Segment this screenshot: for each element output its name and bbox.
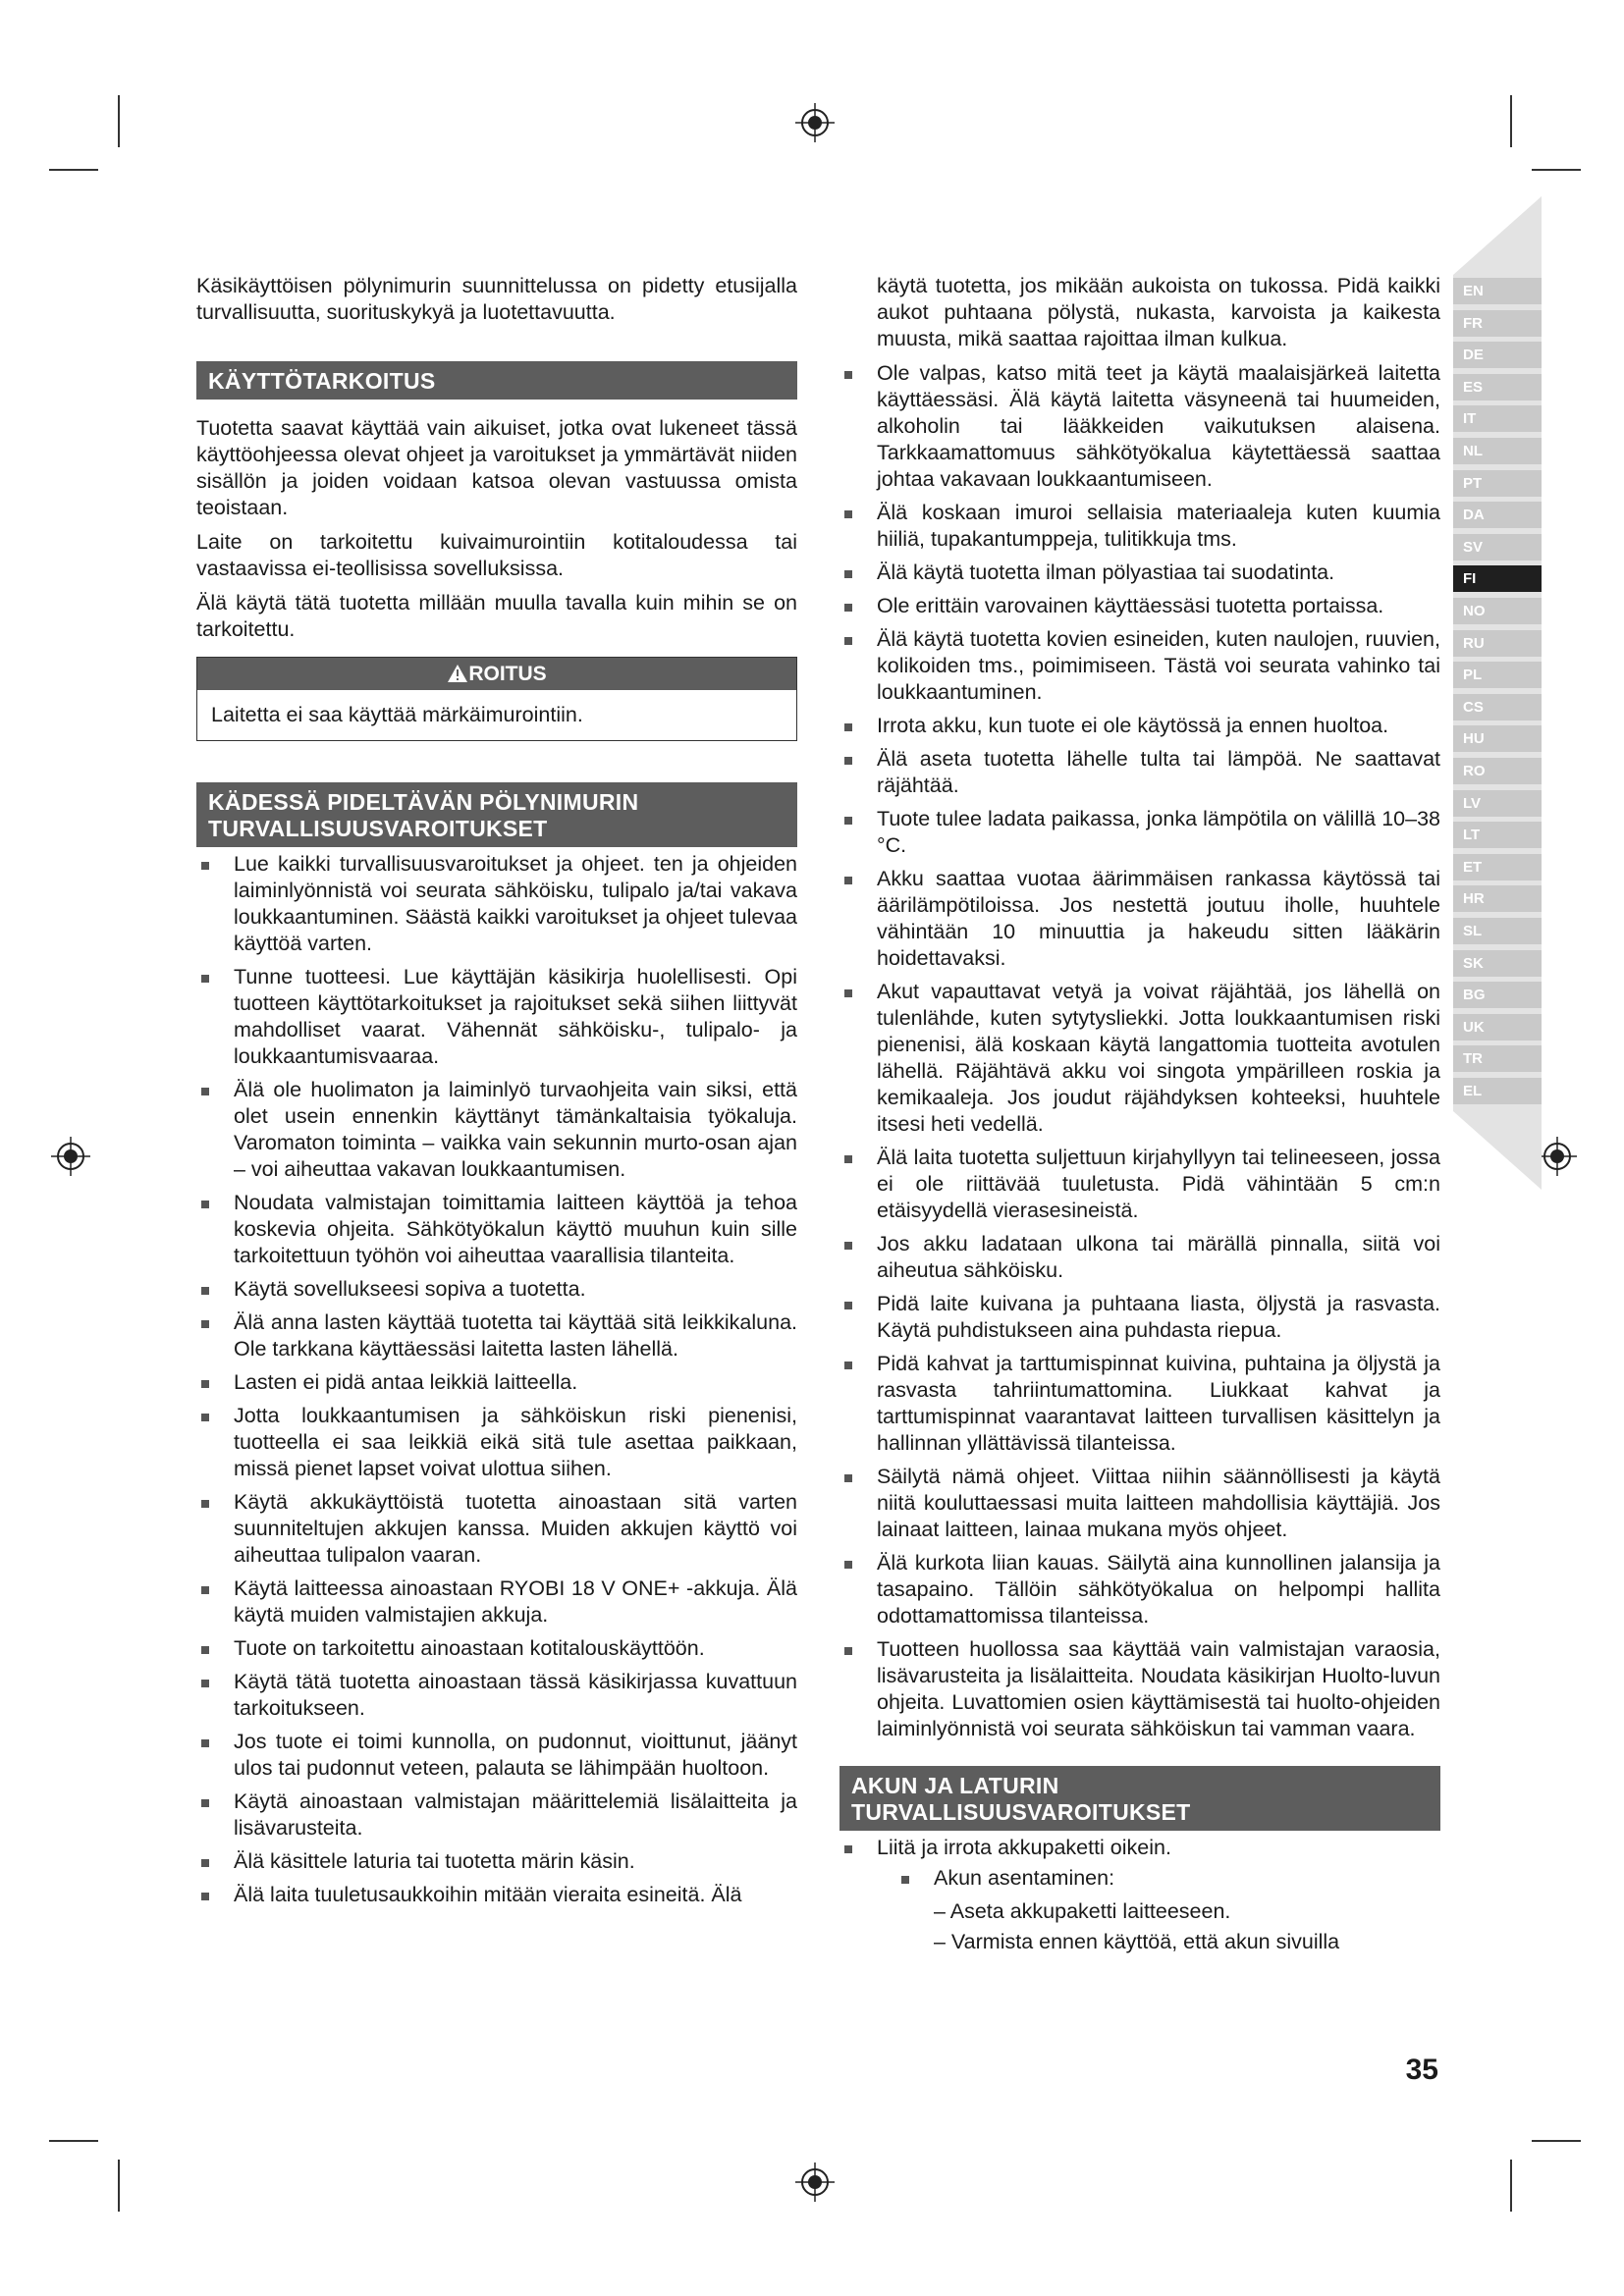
safety-list-continued: [839, 360, 1440, 1742]
page-number: 35: [1405, 2054, 1438, 2086]
language-tab-sl[interactable]: SL: [1453, 918, 1542, 944]
heading-line: AKUN JA LATURIN: [851, 1773, 1059, 1798]
list-item: Tuote on tarkoitettu ainoastaan kotitalouskäyttöön.: [196, 1635, 797, 1662]
language-tab-da[interactable]: DA: [1453, 502, 1542, 528]
heading-line: TURVALLISUUSVAROITUKSET: [208, 816, 548, 841]
list-item: Ole erittäin varovainen käyttäessäsi tuotetta portaissa.: [839, 593, 1440, 619]
language-tab-it[interactable]: IT: [1453, 405, 1542, 432]
language-tab-fr[interactable]: FR: [1453, 310, 1542, 337]
list-item: Älä käsittele laturia tai tuotetta märin käsin.: [196, 1848, 797, 1875]
warning-header: [197, 658, 796, 690]
crop-mark: [1510, 2160, 1512, 2212]
list-item: Älä laita tuuletusaukkoihin mitään vieraita esineitä. Älä: [196, 1882, 797, 1908]
list-item: Älä aseta tuotetta lähelle tulta tai lämpöä. Ne saattavat räjähtää.: [839, 746, 1440, 799]
crop-mark: [1532, 169, 1581, 171]
registration-mark-icon: [795, 103, 835, 142]
crop-mark: [49, 2140, 98, 2142]
list-item: Pidä kahvat ja tarttumispinnat kuivina, puhtaina ja öljystä ja rasvasta tahriintumattomina. Liukkaat kahvat ja tarttumispinnat vaarantavat laitteen turvallisen käsittelyn ja hallinnan yllättävissä tilanteissa.: [839, 1351, 1440, 1457]
safety-list: [196, 851, 797, 1908]
language-tab-de[interactable]: DE: [1453, 342, 1542, 368]
section-heading-battery-safety: [839, 1766, 1440, 1831]
heading-line: TURVALLISUUSVAROITUKSET: [851, 1799, 1191, 1825]
list-item: Jotta loukkaantumisen ja sähköiskun riski pienenisi, tuotteella ei saa leikkiä eikä sitä tule asettaa paikkaan, missä pienet lapset voivat ulottua siihen.: [196, 1403, 797, 1482]
battery-list: [839, 1835, 1440, 1955]
list-item: Ole valpas, katso mitä teet ja käytä maalaisjärkeä laitetta käyttäessäsi. Älä käytä laitetta väsyneenä tai huumeiden, alkoholin tai lääkkeiden vaikutuksen alaisena. Tarkkaamattomuus sähkötyökalua käytettäessä saattaa johtaa vakavaan loukkaantumiseen.: [839, 360, 1440, 493]
registration-mark-icon: [51, 1137, 90, 1176]
list-item: Käytä ainoastaan valmistajan määrittelemiä lisälaitteita ja lisävarusteita.: [196, 1789, 797, 1842]
list-item: Irrota akku, kun tuote ei ole käytössä ja ennen huoltoa.: [839, 713, 1440, 739]
list-item: Säilytä nämä ohjeet. Viittaa niihin säännöllisesti ja käytä niitä kouluttaessasi muita laitteen mahdollisia käyttäjiä. Jos lainaat laitteen, lainaa mukana myös ohjeet.: [839, 1464, 1440, 1543]
language-tab-hu[interactable]: HU: [1453, 725, 1542, 752]
language-tab-fi[interactable]: FI: [1453, 565, 1542, 592]
crop-mark: [1532, 2140, 1581, 2142]
list-item: Akku saattaa vuotaa äärimmäisen rankassa käytössä tai äärilämpötiloissa. Jos nestettä joutuu iholle, huuhtele vähintään 10 minuuttia ja hakeudu sitten lääkärin hoidettavaksi.: [839, 866, 1440, 972]
language-tab-el[interactable]: EL: [1453, 1078, 1542, 1104]
language-tab-pl[interactable]: PL: [1453, 662, 1542, 688]
list-item-text: Liitä ja irrota akkupaketti oikein.: [877, 1836, 1171, 1859]
language-tab-tr[interactable]: TR: [1453, 1045, 1542, 1072]
list-item: Älä koskaan imuroi sellaisia materiaaleja kuten kuumia hiiliä, tupakantumppeja, tulitikkuja tms.: [839, 500, 1440, 553]
language-tab-en[interactable]: EN: [1453, 278, 1542, 304]
list-item: Lue kaikki turvallisuusvaroitukset ja ohjeet. ten ja ohjeiden laiminlyönnistä voi seurata sähköisku, tulipalo ja/tai vakava loukkaantuminen. Säästä kaikki varoitukset ja ohjeet tulevaa käyttöä varten.: [196, 851, 797, 957]
left-column: [196, 273, 797, 1915]
language-tab-lv[interactable]: LV: [1453, 790, 1542, 817]
list-item: Noudata valmistajan toimittamia laitteen käyttöä ja tehoa koskevia ohjeita. Sähkötyökalun käyttö muuhun kuin sille tarkoitettuun työhön voi aiheuttaa vaarallisia tilanteita.: [196, 1190, 797, 1269]
right-column: [839, 273, 1440, 1962]
language-tab-es[interactable]: ES: [1453, 374, 1542, 400]
language-tabs: [1453, 196, 1542, 1190]
language-tab-uk[interactable]: UK: [1453, 1014, 1542, 1041]
dash-item: – Aseta akkupaketti laitteeseen.: [934, 1899, 1231, 1923]
list-item: Käytä sovellukseesi sopiva a tuotetta.: [196, 1276, 797, 1303]
language-tab-pt[interactable]: PT: [1453, 470, 1542, 497]
paragraph: Laite on tarkoitettu kuivaimurointiin kotitaloudessa tai vastaavissa ei-teollisissa sovelluksissa.: [196, 530, 797, 580]
list-item: Pidä laite kuivana ja puhtaana liasta, öljystä ja rasvasta. Käytä puhdistukseen aina puhdasta riepua.: [839, 1291, 1440, 1344]
list-item: Älä käytä tuotetta ilman pölyastiaa tai suodatinta.: [839, 560, 1440, 586]
list-item: Jos tuote ei toimi kunnolla, on pudonnut, vioittunut, jäänyt ulos tai pudonnut veteen, palauta se lähimpään huoltoon.: [196, 1729, 797, 1782]
language-tab-nl[interactable]: NL: [1453, 438, 1542, 464]
warning-box: [196, 657, 797, 741]
section-heading-vacuum-safety: [196, 782, 797, 847]
language-tab-bg[interactable]: BG: [1453, 982, 1542, 1008]
language-tab-sv[interactable]: SV: [1453, 534, 1542, 561]
registration-mark-icon: [795, 2163, 835, 2202]
dash-item: – Varmista ennen käyttöä, että akun sivuilla: [934, 1930, 1340, 1953]
list-item: Tuotteen huollossa saa käyttää vain valmistajan varaosia, lisävarusteita ja lisälaitteita. Noudata käsikirjan Huolto-luvun ohjeita. Luvattomien osien käyttämisestä tai huolto-ohjeiden laiminlyönnistä voi seurata sähköiskun tai vamman vaara.: [839, 1636, 1440, 1742]
registration-mark-icon: [1538, 1137, 1577, 1176]
language-tab-et[interactable]: ET: [1453, 854, 1542, 881]
warning-triangle-icon: [447, 664, 468, 683]
crop-mark: [1510, 95, 1512, 147]
list-item: Akut vapauttavat vetyä ja voivat räjähtää, jos lähellä on tulenlähde, kuten sytytysliekki. Jotta loukkaantumisen riski pienenisi, älä koskaan käytä langattomia tuotteita avotulen lähellä. Räjähtävä akku voi singota ympärilleen roskia ja kemikaaleja. Jos joudut räjähdyksen kohteeksi, huuhtele itsesi heti vedellä.: [839, 979, 1440, 1138]
language-tab-sk[interactable]: SK: [1453, 950, 1542, 977]
language-tab-ro[interactable]: RO: [1453, 758, 1542, 784]
list-item: [839, 1835, 1440, 1955]
language-tab-cs[interactable]: CS: [1453, 694, 1542, 721]
warning-title: ROITUS: [468, 663, 547, 685]
warning-text: Laitetta ei saa käyttää märkäimurointiin.: [211, 703, 583, 726]
language-tab-no[interactable]: NO: [1453, 598, 1542, 624]
list-item: Tuote tulee ladata paikassa, jonka lämpötila on välillä 10–38 °C.: [839, 806, 1440, 859]
intro-text: Käsikäyttöisen pölynimurin suunnittelussa on pidetty etusijalla turvallisuutta, suorituskykyä ja luotettavuutta.: [196, 274, 797, 324]
heading-line: KÄDESSÄ PIDELTÄVÄN PÖLYNIMURIN: [208, 789, 639, 815]
continued-text: käytä tuotetta, jos mikään aukoista on tukossa. Pidä kaikki aukot puhtaana pölystä, nukasta, karvoista ja kaikesta muusta, mikä saattaa rajoittaa ilman kulkua.: [877, 274, 1440, 350]
list-item: Älä käytä tuotetta kovien esineiden, kuten naulojen, ruuvien, kolikoiden tms., poimimiseen. Tästä voi seurata vahinko tai loukkaantuminen.: [839, 626, 1440, 706]
list-item: Älä anna lasten käyttää tuotetta tai käyttää sitä leikkikaluna. Ole tarkkana käyttäessäsi laitetta lasten lähellä.: [196, 1309, 797, 1362]
list-item: Lasten ei pidä antaa leikkiä laitteella.: [196, 1369, 797, 1396]
sub-list-item: Akun asentaminen:: [896, 1865, 1440, 1892]
list-item: Älä laita tuotetta suljettuun kirjahyllyyn tai telineeseen, jossa ei ole riittävää tuuletusta. Pidä vähintään 5 cm:n etäisyydellä vierasesineistä.: [839, 1145, 1440, 1224]
crop-mark: [49, 169, 98, 171]
section-heading-intended-use: KÄYTTÖTARKOITUS: [196, 361, 797, 400]
sub-list: [877, 1865, 1440, 1892]
paragraph: Tuotetta saavat käyttää vain aikuiset, jotka ovat lukeneet tässä käyttöohjeessa olevat ohjeet ja varoitukset ja ymmärtävät niiden sisällön ja joiden voidaan katsoa olevan vastuussa omista teoistaan.: [196, 416, 797, 519]
crop-mark: [118, 2160, 120, 2212]
list-item: Käytä laitteessa ainoastaan RYOBI 18 V ONE+ -akkuja. Älä käytä muiden valmistajien akkuja.: [196, 1575, 797, 1629]
paragraph: Älä käytä tätä tuotetta millään muulla tavalla kuin mihin se on tarkoitettu.: [196, 591, 797, 641]
list-item: Jos akku ladataan ulkona tai märällä pinnalla, siitä voi aiheutua sähköisku.: [839, 1231, 1440, 1284]
list-item: Älä kurkota liian kauas. Säilytä aina kunnollinen jalansija ja tasapaino. Tällöin sähkötyökalua on helpompi hallita odottamattomissa tilanteissa.: [839, 1550, 1440, 1629]
list-item: Käytä akkukäyttöistä tuotetta ainoastaan sitä varten suunniteltujen akkujen kanssa. Muiden akkujen käyttö voi aiheuttaa tulipalon vaaran.: [196, 1489, 797, 1569]
language-tab-lt[interactable]: LT: [1453, 822, 1542, 848]
list-item: Tunne tuotteesi. Lue käyttäjän käsikirja huolellisesti. Opi tuotteen käyttötarkoitukset ja rajoitukset sekä siihen liittyvät mahdolliset vaarat. Vähennät sähköisku-, tulipalo- ja loukkaantumisvaaraa.: [196, 964, 797, 1070]
language-tab-ru[interactable]: RU: [1453, 630, 1542, 657]
list-item: Älä ole huolimaton ja laiminlyö turvaohjeita vain siksi, että olet usein ennenkin käyttänyt tämänkaltaisia työkaluja. Varomaton toiminta – vaikka vain sekunnin murto-osan ajan – voi aiheuttaa vakavan loukkaantumisen.: [196, 1077, 797, 1183]
list-item: Käytä tätä tuotetta ainoastaan tässä käsikirjassa kuvattuun tarkoitukseen.: [196, 1669, 797, 1722]
language-tab-hr[interactable]: HR: [1453, 885, 1542, 912]
crop-mark: [118, 95, 120, 147]
